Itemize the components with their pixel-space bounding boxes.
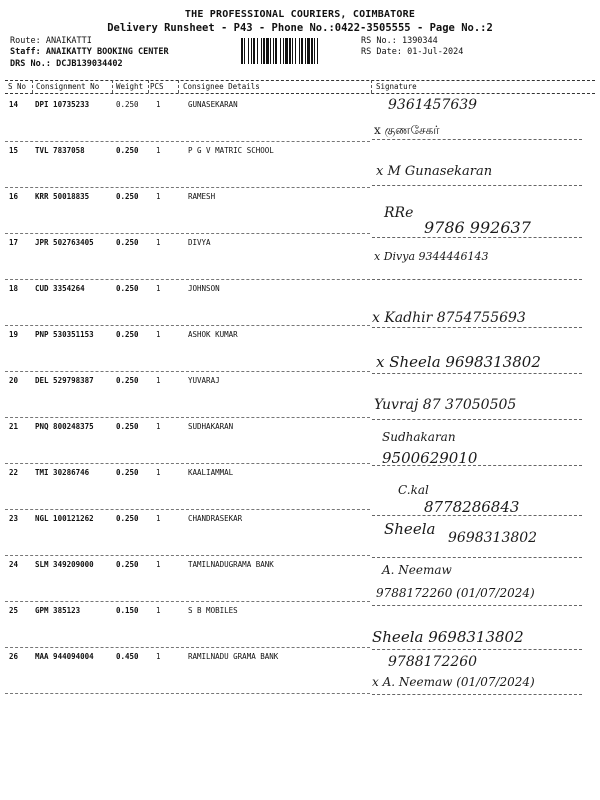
- row-weight: 0.250: [116, 376, 139, 385]
- row-sno: 19: [9, 330, 19, 339]
- signature-rule: [372, 279, 582, 280]
- row-weight: 0.250: [116, 284, 139, 293]
- table-header-rule: [5, 93, 595, 94]
- row-pcs: 1: [156, 330, 161, 339]
- signature-phone: 9788172260 (01/07/2024): [376, 586, 535, 600]
- row-weight: 0.250: [116, 514, 139, 523]
- staff-line: [10, 47, 169, 57]
- signature-rule: [372, 515, 582, 516]
- signature-phone: 9361457639: [388, 97, 478, 113]
- table-top-rule: [5, 80, 595, 81]
- row-sno: 15: [9, 146, 19, 155]
- col-pcs-header: PCS: [150, 82, 164, 91]
- col-divider: [371, 80, 372, 93]
- runsheet-subtitle: Delivery Runsheet - P43 - Phone No.:0422-3505555 - Page No.:2: [107, 22, 493, 34]
- row-consignee: P G V MATRIC SCHOOL: [188, 146, 274, 155]
- row-pcs: 1: [156, 284, 161, 293]
- row-pcs: 1: [156, 100, 161, 109]
- route-label: Route:: [10, 36, 41, 46]
- table-row: [0, 234, 600, 280]
- row-pcs: 1: [156, 238, 161, 247]
- col-divider: [148, 80, 149, 93]
- staff-value: ANAIKATTY BOOKING CENTER: [45, 47, 169, 57]
- drs-label: DRS No.:: [10, 59, 51, 69]
- row-weight: 0.250: [116, 330, 139, 339]
- signature-name: x Sheela 9698313802: [376, 353, 541, 371]
- drs-line: [10, 59, 123, 69]
- row-pcs: 1: [156, 606, 161, 615]
- signature-phone: 8778286843: [424, 498, 520, 516]
- row-weight: 0.250: [116, 192, 139, 201]
- row-consignee: TAMILNADUGRAMA BANK: [188, 560, 274, 569]
- row-consignee: S B MOBILES: [188, 606, 238, 615]
- row-weight: 0.250: [116, 422, 139, 431]
- signature-phone: 9698313802: [448, 530, 538, 546]
- row-pcs: 1: [156, 146, 161, 155]
- row-sno: 22: [9, 468, 19, 477]
- row-weight: 0.250: [116, 560, 139, 569]
- rs-no-value: 1390344: [401, 36, 438, 46]
- signature-rule: [372, 465, 582, 466]
- signature-name: x A. Neemaw (01/07/2024): [372, 675, 535, 689]
- row-consignee: JOHNSON: [188, 284, 220, 293]
- signature-name: A. Neemaw: [382, 563, 452, 577]
- table-row: [0, 96, 600, 142]
- row-consignment: DPI 10735233: [35, 100, 90, 109]
- row-pcs: 1: [156, 560, 161, 569]
- staff-label: Staff:: [10, 47, 41, 57]
- route-value: ANAIKATTI: [45, 36, 92, 46]
- row-consignee: RAMILNADU GRAMA BANK: [188, 652, 279, 661]
- signature-rule: [372, 237, 582, 238]
- row-sno: 17: [9, 238, 19, 247]
- row-pcs: 1: [156, 514, 161, 523]
- row-consignment: PNP 530351153: [35, 330, 94, 339]
- route-line: [10, 36, 92, 46]
- drs-value: DCJB139034402: [56, 59, 123, 69]
- signature-mark: RRe: [384, 205, 414, 221]
- row-sno: 16: [9, 192, 19, 201]
- row-consignment: SLM 349209000: [35, 560, 94, 569]
- row-sno: 20: [9, 376, 19, 385]
- row-consignee: SUDHAKARAN: [188, 422, 234, 431]
- row-consignee: CHANDRASEKAR: [188, 514, 243, 523]
- signature-rule: [372, 185, 582, 186]
- signature-name: Sheela 9698313802: [372, 628, 524, 646]
- rs-no-label: RS No.:: [361, 36, 397, 46]
- col-weight-header: Weight: [116, 82, 144, 91]
- row-rule: [5, 693, 370, 694]
- signature-name: x குணசேகர்: [374, 123, 440, 137]
- row-weight: 0.150: [116, 606, 139, 615]
- row-consignment: DEL 529798387: [35, 376, 94, 385]
- rs-date-label: RS Date:: [361, 47, 402, 57]
- col-sno-header: S No: [8, 82, 27, 91]
- row-sno: 14: [9, 100, 19, 109]
- signature-rule: [372, 649, 582, 650]
- row-weight: 0.450: [116, 652, 139, 661]
- signature-rule: [372, 327, 582, 328]
- signature-name: x Kadhir 8754755693: [372, 310, 526, 326]
- row-weight: 0.250: [116, 100, 139, 109]
- rs-date-line: [361, 47, 463, 57]
- row-consignee: RAMESH: [188, 192, 216, 201]
- row-weight: 0.250: [116, 146, 139, 155]
- row-consignee: ASHOK KUMAR: [188, 330, 238, 339]
- col-divider: [178, 80, 179, 93]
- row-consignment: JPR 502763405: [35, 238, 94, 247]
- row-sno: 21: [9, 422, 19, 431]
- row-consignment: GPM 385123: [35, 606, 81, 615]
- signature-name: C.kal: [398, 483, 429, 497]
- barcode-image: [241, 38, 351, 64]
- signature-rule: [372, 419, 582, 420]
- signature-phone: 9788172260: [388, 654, 478, 670]
- rs-no-line: [361, 36, 438, 46]
- row-consignee: YUVARAJ: [188, 376, 220, 385]
- signature-rule: [372, 139, 582, 140]
- signature-rule: [372, 373, 582, 374]
- col-signature-header: Signature: [376, 82, 417, 91]
- row-weight: 0.250: [116, 468, 139, 477]
- row-pcs: 1: [156, 192, 161, 201]
- signature-name: Sudhakaran: [382, 430, 456, 444]
- col-consignee-header: Consignee Details: [183, 82, 260, 91]
- row-sno: 24: [9, 560, 19, 569]
- signature-name: Sheela: [384, 520, 436, 538]
- row-pcs: 1: [156, 376, 161, 385]
- row-consignee: GUNASEKARAN: [188, 100, 238, 109]
- table-row: [0, 418, 600, 464]
- row-consignment: KRR 50018835: [35, 192, 90, 201]
- table-row: [0, 142, 600, 188]
- signature-rule: [372, 605, 582, 606]
- row-consignment: NGL 100121262: [35, 514, 94, 523]
- signature-phone: 9500629010: [382, 449, 478, 467]
- signature-phone: 9786 992637: [424, 218, 531, 237]
- row-consignment: PNQ 800248375: [35, 422, 94, 431]
- col-divider: [32, 80, 33, 93]
- row-consignment: MAA 944094004: [35, 652, 94, 661]
- row-consignment: TVL 7837058: [35, 146, 85, 155]
- signature-rule: [372, 557, 582, 558]
- row-pcs: 1: [156, 652, 161, 661]
- row-consignee: DIVYA: [188, 238, 211, 247]
- row-sno: 25: [9, 606, 19, 615]
- row-consignee: KAALIAMMAL: [188, 468, 234, 477]
- company-title: THE PROFESSIONAL COURIERS, COIMBATORE: [184, 9, 416, 20]
- row-consignment: TMI 30286746: [35, 468, 90, 477]
- row-sno: 23: [9, 514, 19, 523]
- row-pcs: 1: [156, 468, 161, 477]
- signature-name: x Divya 9344446143: [374, 250, 489, 263]
- row-weight: 0.250: [116, 238, 139, 247]
- row-consignment: CUD 3354264: [35, 284, 85, 293]
- row-sno: 18: [9, 284, 19, 293]
- signature-name: x M Gunasekaran: [376, 164, 493, 179]
- col-consignment-header: Consignment No: [36, 82, 100, 91]
- signature-name: Yuvraj 87 37050505: [374, 397, 517, 413]
- signature-rule: [372, 694, 582, 695]
- row-sno: 26: [9, 652, 19, 661]
- col-divider: [112, 80, 113, 93]
- row-pcs: 1: [156, 422, 161, 431]
- rs-date-value: 01-Jul-2024: [407, 47, 464, 57]
